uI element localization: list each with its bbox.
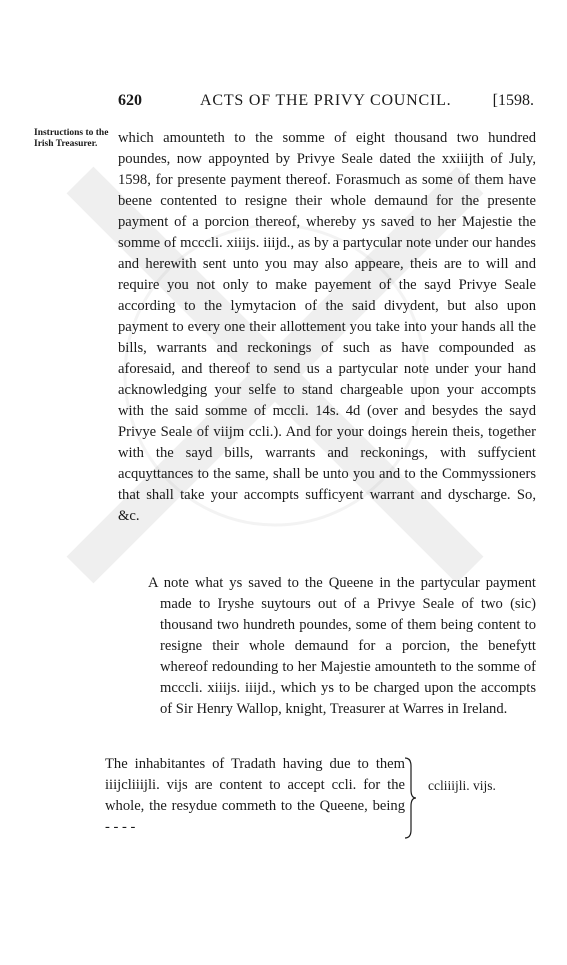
bracket-amount: ccliiijli. vijs.	[428, 778, 496, 793]
page-header	[118, 92, 534, 114]
main-paragraph: which amounteth to the somme of eight thousand two hundred poundes, now appoynted by Privye Seale dated the xxiiijth of July, 1598, for presente payment thereof. Forasmuch as some of them have beene contented to resigne their whole demaund for the presente payment of a porcion thereof, whereby ys saved to her Majestie the somme of mcccli. xiiijs. iiijd., as by a partycular note under our handes and herewith sent unto you may also appeare, theis are to will and require you not only to make payement of the sayd Privye Seale according to the lymytacion of the said divydent, but also upon payment to every one their allottement you take into your hands all the bills, warrants and reckonings of such as have compounded as aforesaid, and thereof to send us a partycular note under your hand acknowledging your selfe to stand chargeable upon your accompts with the said somme of mccli. 14s. 4d (over and besydes the sayd Privye Seale of viijm ccli.). And for your doings herein theis, together with the sayd bills, warrants and reckonings, with suffycient acquyttances to the same, shall be unto you and to the Commyssioners that shall take your accompts sufficyent warrant and dyscharge. So, &c.	[118, 130, 536, 524]
running-title: ACTS OF THE PRIVY COUNCIL.	[200, 92, 452, 109]
note-paragraph: A note what ys saved to the Queene in the partycular payment made to Iryshe suytours out of a Privye Seale of two (sic) thousand two hundreth poundes, some of them being content to resigne their whole demaund for a porcion, the benefytt whereof redounding to her Majestie amounteth to the somme of mcccli. xiiijs. iiijd., which ys to be charged upon the accompts of Sir Henry Wallop, knight, Treasurer at Warres in Ireland.	[148, 575, 536, 717]
marginal-note: Instructions to the Irish Treasurer.	[34, 128, 109, 149]
brace-symbol	[403, 756, 417, 840]
year-marker: [1598.	[492, 92, 534, 109]
bracket-item-text: The inhabitantes of Tradath having due to them iiijcliiijli. vijs are content to accept ccli. for the whole, the resydue commeth to the Queene, being - - - -	[105, 756, 405, 835]
page-number: 620	[118, 92, 142, 109]
